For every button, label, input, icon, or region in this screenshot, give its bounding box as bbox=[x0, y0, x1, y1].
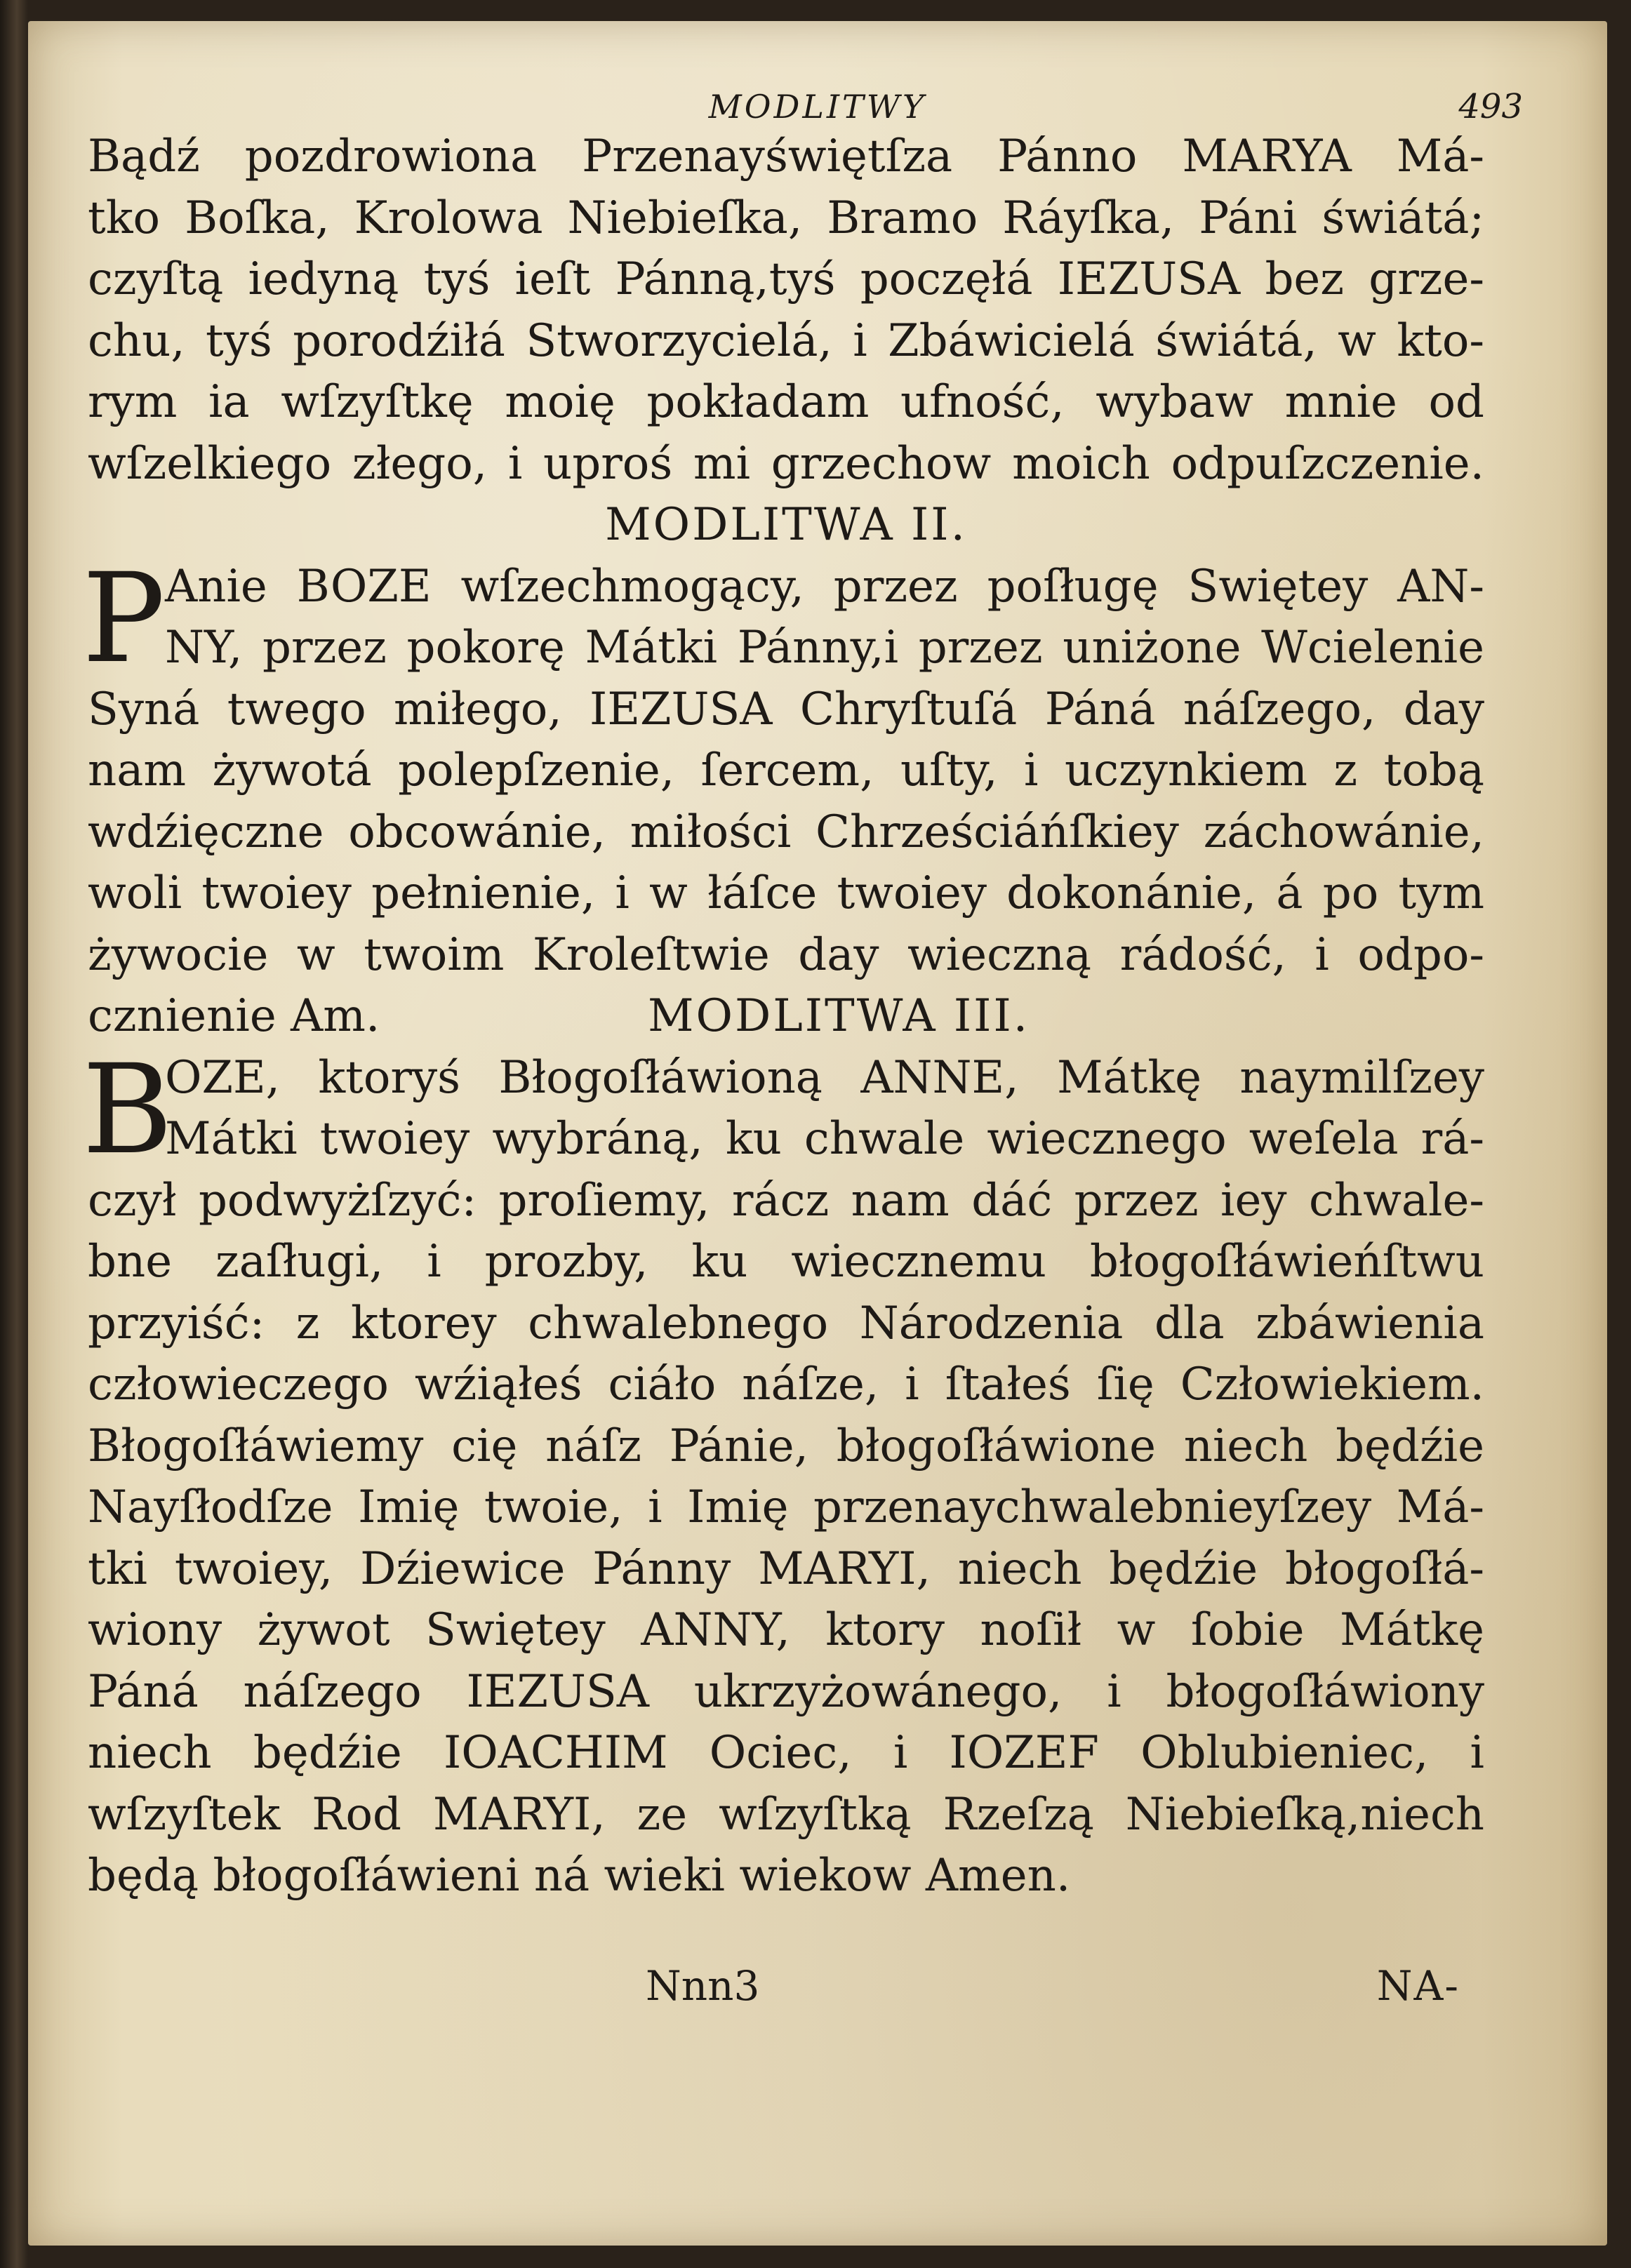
text-line: przyiść: z ktorey chwalebnego Národzenia dla zbáwienia bbox=[88, 1297, 1484, 1349]
catchword: NA- bbox=[1376, 1962, 1460, 2010]
text-line: wiony żywot Swiętey ANNY, ktory noſił w ſobie Mátkę bbox=[88, 1604, 1484, 1656]
text-line: Mátki twoiey wybráną, ku chwale wiecznego weſela rá- bbox=[165, 1113, 1484, 1165]
prayer-2-heading: MODLITWA II. bbox=[605, 499, 967, 551]
prayer-3-heading: MODLITWA III. bbox=[647, 990, 1030, 1042]
text-line: czyſtą iedyną tyś ieſt Pánną,tyś poczęłá IEZUSA bez grze- bbox=[88, 253, 1484, 305]
prayer-2-end-line bbox=[88, 986, 1484, 1048]
prayer-2-final-fragment: cznienie Am. bbox=[88, 990, 380, 1042]
text-line: woli twoiey pełnienie, i w łáſce twoiey dokonánie, á po tym bbox=[88, 867, 1484, 919]
opening-prayer bbox=[88, 126, 1484, 495]
page-body bbox=[82, 126, 1484, 1907]
prayer-2-dropcap: P bbox=[82, 546, 166, 691]
page-footer bbox=[28, 1958, 1607, 2014]
text-line: będą błogoſłáwieni ná wieki wiekow Amen. bbox=[88, 1850, 1071, 1902]
text-line: tko Boſka, Krolowa Niebieſka, Bramo Ráyſka, Páni świátá; bbox=[88, 192, 1484, 244]
text-line: człowieczego wźiąłeś ciáło náſze, i ſtałeś ſię Człowiekiem. bbox=[88, 1359, 1484, 1410]
book-gutter bbox=[0, 0, 28, 2268]
running-head bbox=[28, 86, 1607, 128]
text-line: wſzelkiego złego, i uproś mi grzechow moich odpuſzczenie. bbox=[88, 437, 1484, 490]
text-line: rym ia wſzyſtkę moię pokładam ufność, wybaw mnie od bbox=[88, 376, 1484, 428]
text-line: wdźięczne obcowánie, miłości Chrześciáńſkiey záchowánie, bbox=[88, 806, 1484, 858]
text-line: czył podwyżſzyć: proſiemy, rácz nam dáć przez iey chwale- bbox=[88, 1174, 1484, 1227]
prayer-2 bbox=[82, 546, 1484, 987]
prayer-3-dropcap: B bbox=[82, 1037, 173, 1182]
text-line: Błogoſłáwiemy cię náſz Pánie, błogoſłáwione niech będźie bbox=[88, 1420, 1484, 1472]
text-line: wſzyſtek Rod MARYI, ze wſzyſtką Rzeſzą Niebieſką,niech bbox=[88, 1788, 1484, 1841]
prayer-3 bbox=[82, 1037, 1484, 1907]
text-line: niech będźie IOACHIM Ociec, i IOZEF Oblubieniec, i bbox=[88, 1727, 1484, 1779]
book-page bbox=[28, 21, 1607, 2246]
text-line: NY, przez pokorę Mátki Pánny,i przez uniżone Wcielenie bbox=[165, 622, 1484, 674]
page-number: 493 bbox=[1458, 87, 1523, 126]
text-line: Syná twego miłego, IEZUSA Chryſtuſá Páná náſzego, day bbox=[88, 683, 1484, 735]
text-line: tki twoiey, Dźiewice Pánny MARYI, niech będźie błogoſłá- bbox=[88, 1542, 1484, 1595]
text-line: nam żywotá polepſzenie, ſercem, uſty, i uczynkiem z tobą bbox=[88, 745, 1484, 796]
text-line: Páná náſzego IEZUSA ukrzyżowánego, i błogoſłáwiony bbox=[88, 1665, 1484, 1718]
signature-mark: Nnn3 bbox=[646, 1962, 760, 2010]
text-line: Nayſłodſze Imię twoie, i Imię przenaychwalebnieyſzey Má- bbox=[88, 1481, 1484, 1533]
text-line: Bądź pozdrowiona Przenayświętſza Pánno MARYA Má- bbox=[88, 131, 1484, 182]
text-line: Anie BOZE wſzechmogący, przez poſługę Swiętey AN- bbox=[165, 560, 1484, 613]
text-line: bne zaſługi, i prozby, ku wiecznemu błogoſłáwieńſtwu bbox=[88, 1236, 1484, 1288]
text-line: chu, tyś porodźiłá Stworzycielá, i Zbáwicielá świátá, w kto- bbox=[88, 314, 1484, 367]
text-line: żywocie w twoim Kroleſtwie day wieczną rádość, i odpo- bbox=[88, 928, 1484, 981]
running-head-title: MODLITWY bbox=[708, 88, 927, 126]
text-line: OZE, ktoryś Błogoſłáwioną ANNE, Mátkę naymilſzey bbox=[165, 1051, 1484, 1104]
